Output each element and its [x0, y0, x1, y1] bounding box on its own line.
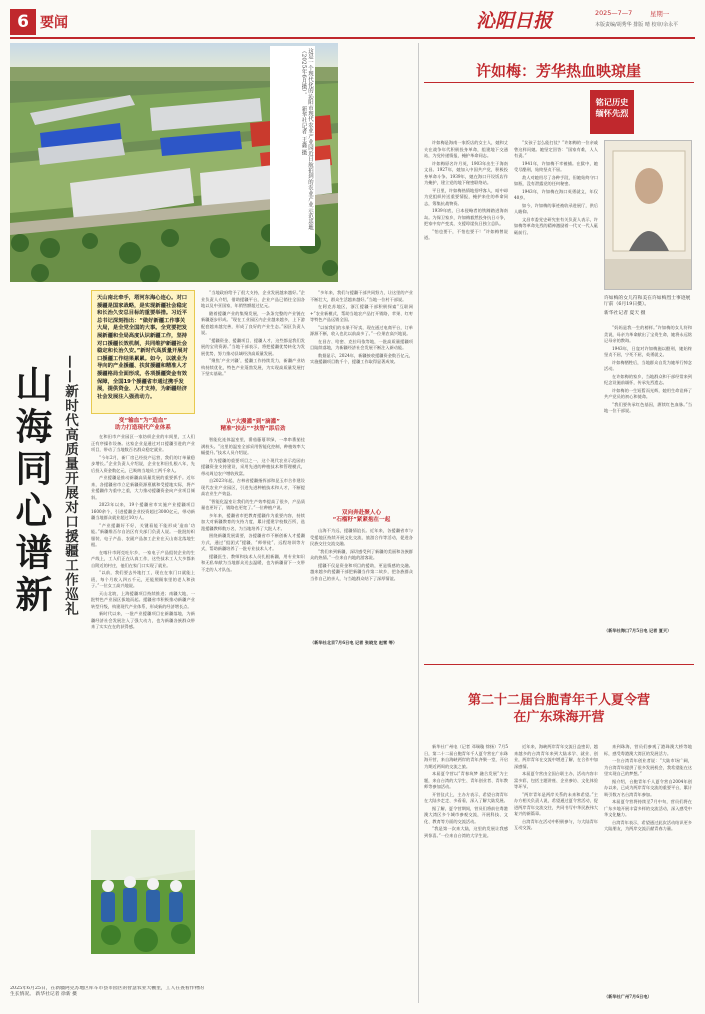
paragraph: 据了解，夏令营期间，营员们将前往粤港澳大湾区多个城市参观交流，开展科技、文化、教育等方面的交流活动。 — [424, 805, 508, 824]
page-number: 6 — [10, 9, 36, 35]
paragraph: 许如梅是海南一家饭店的女主人，她和丈夫在战争年代积极投身革命，组建地下交通站，为党传递情报，掩护革命同志。 — [424, 140, 508, 158]
paragraph: “当地政府给予了很大支持，企业发展越来越好。”企业负责人介绍，借助援疆平台，企业产品已销往全国各地以及中亚国家，年销售额超过亿元。 — [201, 290, 305, 308]
paragraph: 文昌市委党史研究室有关负责人表示，许如梅等革命先烈的精神激励着一代又一代人砥砺前行。 — [514, 216, 598, 235]
bottom-photo-caption — [10, 986, 205, 1010]
main-subheadline: ——新时代高质量开展对口援疆工作巡礼 — [62, 355, 78, 616]
paragraph: “怕也要干，不怕也要干！”许如梅曾说道。 — [424, 228, 508, 240]
paragraph: 数据显示，2024年，新疆接收援疆资金数百亿元，实施援疆项目数千个，援疆工作取得显著成效。 — [310, 352, 413, 364]
conf-credit: （新华社广州7月6日电） — [604, 994, 652, 999]
portrait-caption-text: 许如梅的女儿符和美在许如梅烈士事迹展厅前（6月19日摄）。 — [604, 296, 691, 308]
article-summary: 天山南北牵手，塔河东海心连心。对口援疆是国家战略，是实现新疆社会稳定和长治久安总目标的重要举措。习近平总书记深刻指出：“做好新疆工作事关大局，是全党全国的大事。全党要把发展新疆和全局高度认识新疆工作，坚持对口援疆长效机制，共同维护新疆社会稳定和长治久安。”新时代高质量开展对口援疆工作结果累累。如今，以就业为导向的产业援疆、扶贫援疆和精准人才援疆格局全面形成，各项援疆资金有效保障，全国19个援疆省市通过携手发展，提供资金、人才支持，为新疆经济社会发展注入强劲动力。 — [91, 290, 195, 414]
paragraph: 平日里，许如梅热情地招呼客人，暗中却为党组织传送重要情报，掩护来往的革命同志，筹集抗战物资。 — [424, 187, 508, 206]
editor-credits: 本版责编/胡秀华 排版 晴 校审/余永平 — [595, 22, 679, 28]
paragraph: 自2023年起，吉林省援疆指挥部和昆玉市合作建设现代农业产业园区，引进先进种植技术和人才，不断提高农业生产效益。 — [201, 478, 305, 496]
workers-photo — [91, 830, 195, 954]
paragraph: “以前我们的水果不好卖，现在通过电商平台，订单源源不断，收入也比以前高多了。”一位果农高兴地说。 — [310, 324, 413, 336]
conference-title: 第二十二届台胞青年千人夏令营 在广东珠海开营 — [467, 693, 650, 725]
hero-credit: （新华社海口7月5日电 记者 夏天） — [604, 628, 672, 633]
paragraph: 许如梅的一生短暂而光辉，她用生命诠释了共产党员的初心和使命。 — [604, 387, 692, 399]
paragraph: “产业援疆好不好，关键看能不能形成‘造血’功能。”新疆维吾尔自治区有关部门负责人说。一批批纺织服装、电子产品、农副产品加工企业在天山南北落地生根。 — [91, 522, 195, 547]
header-rule — [10, 37, 695, 39]
paragraph: 天山北坡，上海援疆项目持续推进；南疆大地，一批特色产业园区拔地而起。援疆省市积极推动新疆产业转型升级，构建现代产业体系，形成新的经济增长点。 — [91, 590, 195, 609]
paragraph: 1943年，许如梅在海口英勇就义，年仅40岁。 — [514, 188, 598, 200]
paragraph: 在昌吉、哈密、克拉玛依等地，一批高质量援疆项目陆续落地，为新疆经济社会发展不断注入新动能。 — [310, 338, 413, 350]
issue-weekday: 星期一 — [650, 10, 670, 18]
conf-col3 — [604, 744, 692, 992]
paragraph: 1941年，许如梅不幸被捕。在狱中，她受尽酷刑，始终坚贞不屈。 — [514, 160, 598, 172]
paragraph: 一位台湾青年创业者说：“大陆市场广阔，为台湾青年提供了很多发展机会，我希望能在这里实现自己的梦想。” — [604, 758, 692, 776]
paragraph: “援疆资金、援疆项目、援疆人才，这些都是我们发展的宝贵资源。”当地干部表示，将把援疆优势转化为发展优势，努力推动县域经济高质量发展。 — [201, 337, 305, 356]
paragraph: “今年2月，新厂房已经投产运营，我们的订单量稳步增长。”企业负责人介绍说，企业在和田扎根八年，先后投入资金数亿元，已吸纳当地员工两千余人。 — [91, 454, 195, 473]
section3-title: 双向奔赴聚人心 “石榴籽”紧紧抱在一起 — [332, 510, 391, 523]
paragraph: 来到珠海，营员们参观了港珠澳大桥等地标，感受粤港澳大湾区的发展活力。 — [604, 744, 692, 756]
paragraph: 许如梅原名许月英，1903年出生于海南文昌。1927年，她加入中国共产党，积极投身革命斗争。1939年，她在海口开设饭店作为掩护，建立党的地下秘密联络站。 — [424, 160, 508, 185]
paragraph: 据介绍，台胞青年千人夏令营自2004年创办以来，已成为两岸青年交流的重要平台，累计吸引数万名台湾青年参加。 — [604, 778, 692, 797]
portrait-image — [605, 141, 692, 290]
paragraph: 援疆不仅是资金和项目的援助，更是情感的交融。越来越多的援疆干部把新疆当作第二故乡，把各族群众当作自己的亲人，与当地群众结下了深厚情谊。 — [310, 562, 413, 581]
paragraph: 新时代以来，一批产业援疆项目在新疆落地，为新疆经济社会发展注入了强大动力，也为新疆各族群众带来了实实在在的获得感。 — [91, 611, 195, 629]
conf-col2 — [514, 744, 598, 1006]
paragraph: 2023年以来，19个援疆省市实施产业援疆项目1600余个，引进援疆企业投资超过3000亿元，带动新疆当地群众就业超过10万人。 — [91, 502, 195, 520]
paragraph: 1939年底，日本侵略者的铁蹄踏进海南岛。为保卫家乡，许如梅毅然投身抗日斗争，把家中房产变卖，支援琼崖抗日独立总队。 — [424, 208, 508, 226]
section2-title: 从“大漫灌”到“滴灌” 精准“扶志”“扶智”添后劲 — [220, 419, 286, 432]
paragraph: 本届夏令营将持续至7月中旬，营员们将在广东多地开展丰富多样的交流活动，深入感受中华文化魅力。 — [604, 799, 692, 817]
workers-image — [91, 830, 195, 954]
column-divider — [418, 43, 419, 1003]
paragraph: 在喀什市阿克吐尔乡，一家电子产品组装企业的生产线上，工人们正在认真工作，这些技术工人大多都来自附近的村庄，他们在家门口实现了就业。 — [91, 549, 195, 568]
conf-col1 — [424, 744, 508, 1006]
section-title: 要闻 — [40, 15, 68, 31]
main-col3 — [201, 437, 305, 995]
main-col2 — [201, 290, 305, 418]
main-col4b — [310, 528, 413, 638]
paragraph: “我们要传承红色基因，赓续红色血脉。”当地一位干部说。 — [604, 401, 692, 413]
paragraph: “我是第一次来大陆，这里的发展让我感到惊喜。”一位来自台湾的大学生说。 — [424, 826, 508, 838]
section-divider — [424, 664, 694, 665]
paragraph: 开营仪式上，主办方表示，希望台湾青年在大陆多走走、多看看，深入了解大陆发展。 — [424, 791, 508, 803]
hero-portrait-photo — [604, 140, 692, 290]
hero-col2 — [514, 140, 598, 660]
portrait-credit: 新华社记者 夏天 摄 — [604, 311, 646, 317]
paragraph: “聚焦‘产业兴疆’，援疆工作持续发力，新疆产业结构持续优化，特色产业蓬勃发展，为实现高质量发展打下坚实基础。” — [201, 358, 305, 376]
main-headline: 山海同心谱新 — [9, 365, 53, 617]
main-col4 — [310, 290, 413, 508]
paragraph: “智能化温室让我们的生产效率提高了很多，产品质量也更好了，销路也更宽了。”一位种植户说。 — [201, 498, 305, 510]
hero-title-rule — [424, 82, 694, 83]
portrait-caption — [604, 296, 692, 318]
paragraph: 许如梅牺牲后，当地群众自发为她举行悼念活动。 — [604, 359, 692, 371]
photo-caption — [270, 46, 315, 246]
paragraph: 围绕新疆发展需要，各援疆省市不断创新人才援疆方式，通过“组团式”援疆、“师带徒”、远程培训等方式，帮助新疆培养了一批专业技术人才。 — [201, 533, 305, 551]
paragraph: 台湾青年在活动中积极参与，与大陆青年互动交流。 — [514, 818, 598, 830]
paragraph: 多年来，援疆省市把教育援疆作为重要内容，持续加大对新疆教育的支持力度，累计援建学校数百所，选派援疆教师数万名，为当地培养了大批人才。 — [201, 512, 305, 531]
paragraph: 智能化连体温室里，番茄藤蔓翠绿，一串串番茄挂满枝头。“这里的温室全部采用智能化控制，种植效率大幅提升。”技术人员介绍说。 — [201, 437, 305, 455]
paragraph: 在和田市产业园区一家纺织企业的车间里，工人们正有序操作设备。这家企业是通过对口援疆引进的产业项目，带动了当地数百名群众稳定就业。 — [91, 434, 195, 452]
photo-credit: 新华社记者 王鑫 摄 — [300, 106, 307, 156]
paragraph: 在许如梅的家乡，当地群众和干部经常来到纪念设施前缅怀，传承先烈遗志。 — [604, 373, 692, 385]
main-col1 — [91, 434, 195, 824]
paragraph: “以前，我们要去外地打工，现在在家门口就能上班，每个月收入四五千元，还能照顾家里的老人和孩子。”一位女工高兴地说。 — [91, 570, 195, 588]
paragraph: 本届夏令营由全国台联主办，活动内容丰富多彩，包括主题讲座、企业参访、文化体验等环节。 — [514, 771, 598, 789]
issue-date: 2025—7—7 — [595, 9, 633, 17]
newspaper-logo: 沁阳日报 — [476, 10, 553, 32]
memorial-tag: 铭记历史 缅怀先烈 — [590, 90, 634, 134]
paragraph: “两岸青年是两岸关系的未来和希望。”主办方相关负责人说，希望通过夏令营活动，促进两岸青年交流交往，共同书写中华民族伟大复兴的新篇章。 — [514, 791, 598, 816]
paragraph: 本届夏令营以“青春筑梦 融合发展”为主题，来自台湾的大学生、青年创业者、青年教师等参加活动。 — [424, 771, 508, 789]
paragraph: 新华社广州电（记者 邓瑞璇 徐扬）7月5日，第二十二届台胞青年千人夏令营在广东珠海开营，来自海峡两岸的青年齐聚一堂，开启为期近两周的交流之旅。 — [424, 744, 508, 769]
paragraph: 如今，许如梅的事迹被收录进展厅，供后人瞻仰。 — [514, 202, 598, 214]
paragraph: 近年来，海峡两岸青年交流日益密切，越来越多的台湾青年来到大陆求学、就业、创业，两岸青年在交流中增进了解，在合作中加深感情。 — [514, 744, 598, 769]
bottom-caption-credit: 新华社记者 徐新 摄 — [35, 992, 77, 997]
photo-caption-text: 这是一个现代化的沁阳市现代农业产业园近日航拍到的农业产业示范基地（2025年6月摄）。 — [300, 48, 313, 231]
paragraph: “女孩子怎么能打仗？”许如梅的一位亲戚曾这样问她。她坚定回答：“国家有难，人人有责。” — [514, 140, 598, 158]
paragraph: 台湾青年表示，希望通过此次活动结识更多大陆朋友，为两岸交流贡献青春力量。 — [604, 819, 692, 831]
paragraph: “多年来，我们与援疆干部共同努力，让这里的产业不断壮大，群众生活越来越好。”当地一位村干部说。 — [310, 290, 413, 302]
paragraph: “妈妈是我一生的榜样。”许如梅的女儿符和美说，母亲为革命献出了宝贵生命，她将永远铭记母亲的教诲。 — [604, 325, 692, 343]
main-credit: （新华社北京7月6日电 记者 张晓龙 赵雪 等） — [310, 640, 398, 645]
paragraph: 产业援疆是推动新疆高质量发展的重要抓手。近年来，各援疆省市立足新疆资源禀赋和受援地实际，将产业援疆作为重中之重，大力推动援疆资金向产业项目倾斜。 — [91, 475, 195, 500]
bottom-caption-text: 2025年6月25日，在新疆阿克苏地区库车市县市园区的智慧农业大棚里，工人在查看作物的生长情况。 — [10, 986, 205, 997]
paragraph: 作为援疆的重要项目之一，这个现代农业示范园由援疆资金支持建设，采用先进的种植技术和管理模式，带动周边农户增收致富。 — [201, 457, 305, 476]
hero-article-title: 许如梅：芳华热血映琼崖 — [476, 62, 642, 80]
paragraph: 敌人对她用尽了各种手段，但她始终守口如瓶，没有泄露党的任何秘密。 — [514, 174, 598, 186]
paragraph: “我们来到新疆，深切感受到了新疆的美丽和各族群众的热情。”一位来自内地的游客说。 — [310, 548, 413, 560]
hero-col1 — [424, 140, 508, 660]
paragraph: 1943年，日寇对许如梅施以酷刑，她始终坚贞不屈，宁死不屈，英勇就义。 — [604, 345, 692, 357]
paragraph: 山海不为远，援疆情谊长。近年来，各援疆省市与受援地区持续开展文化交流、旅游合作等活动，促进各民族交往交流交融。 — [310, 528, 413, 546]
paragraph: 在阿克苏地区，浙江援疆干部积极探索“互联网+”农业新模式，帮助当地农产品打开销路，苹果、红枣等特色产品远销全国。 — [310, 304, 413, 322]
hero-col3 — [604, 325, 692, 625]
section1-title: 变“输血”为“造血” 助力打造现代产业体系 — [115, 418, 171, 431]
paragraph: 随着援疆产业的集聚发展，一条条完整的产业链在新疆逐步形成。“现在工业园区内企业越来越多，上下游配套越来越完善，形成了良好的产业生态。”园区负责人说。 — [201, 310, 305, 335]
paragraph: 援疆医生、教师和技术人员扎根新疆，用专业知识和无私奉献为当地群众送去温暖，也为新疆留下一支带不走的人才队伍。 — [201, 553, 305, 572]
